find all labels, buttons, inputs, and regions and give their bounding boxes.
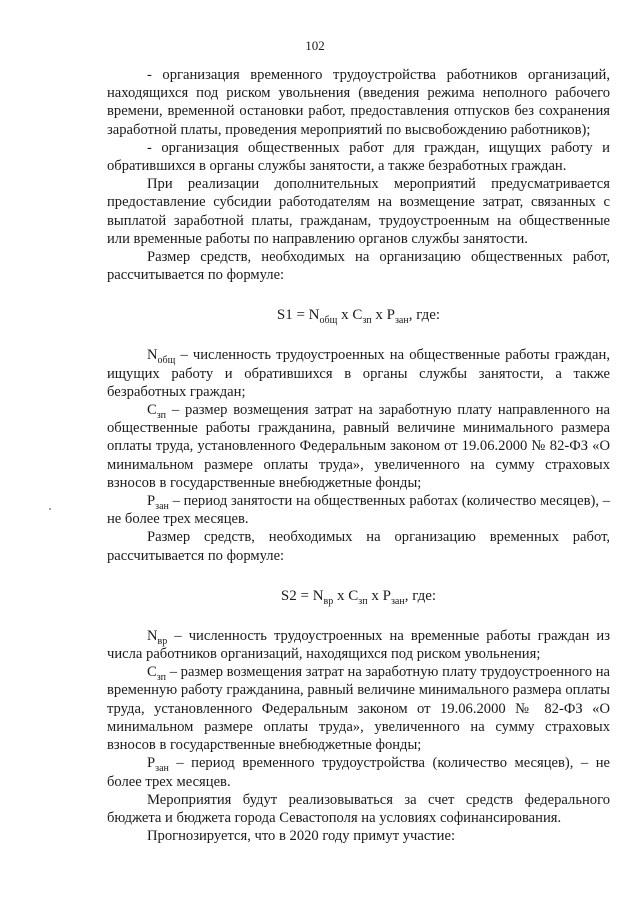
formula-s2-sub-c: зп xyxy=(358,595,368,607)
formula-s1-sub-n: общ xyxy=(319,315,338,327)
formula-s1-sub-c: зп xyxy=(362,315,372,327)
definition-n-total-sub: общ xyxy=(157,355,176,367)
definition-p-period-temporary-sub: зан xyxy=(155,763,169,775)
definition-p-period-public-sub: зан xyxy=(155,500,169,512)
definition-n-total xyxy=(107,346,610,401)
formula-s1-mid-p: x P xyxy=(371,307,395,324)
definition-p-period-public xyxy=(107,492,610,528)
definition-c-wage-public-symbol: С xyxy=(147,402,157,419)
formula-s2-lhs: S2 = N xyxy=(280,587,324,604)
formula-s1-lhs: S1 = N xyxy=(276,307,320,324)
definition-n-temporary xyxy=(107,627,610,663)
definition-c-wage-public xyxy=(107,401,610,492)
paragraph-temporary-works-formula-intro: Размер средств, необходимых на организацию временных работ, рассчитывается по формуле: xyxy=(107,529,610,564)
formula-s2 xyxy=(107,587,610,605)
page-number: 102 xyxy=(305,38,325,53)
definition-c-wage-temporary-text: – размер возмещения затрат на заработную плату трудоустроенного на временную работу гражданина, равный величине минимального размера оплаты труда, установленного Федеральным законом от 19.06.2000 № 82-ФЗ «О минимальном размере оплаты труда», увеличенного на сумму страховых взносов в государственные внебюджетные фонды; xyxy=(107,664,610,754)
formula-s2-sub-p: зан xyxy=(390,595,405,607)
paragraph-subsidies: При реализации дополнительных мероприятий предусматривается предоставление субсидии работодателям на возмещение затрат, связанных с выплатой заработной платы, гражданам, трудоустроенным на общественные или временные работы по направлению органов службы занятости. xyxy=(107,176,610,247)
paragraph-public-works-formula-intro: Размер средств, необходимых на организацию общественных работ, рассчитывается по формуле: xyxy=(107,249,610,284)
formula-s1-mid-c: x C xyxy=(337,307,363,324)
paragraph-temporary-employment: - организация временного трудоустройства работников организаций, находящихся под риском увольнения (введения режима неполного рабочего времени, временной остановки работ, предоставления отпусков без сохранения заработной платы, проведения мероприятий по высвобождению работников); xyxy=(107,67,610,138)
paragraph-forecast: Прогнозируется, что в 2020 году примут участие: xyxy=(147,828,456,845)
definition-p-period-temporary xyxy=(107,754,610,790)
definition-c-wage-temporary xyxy=(107,663,610,754)
paragraph-public-works: - организация общественных работ для граждан, ищущих работу и обратившихся в органы службы занятости, а также безработных граждан. xyxy=(107,139,610,175)
paragraph-funding: Мероприятия будут реализовываться за счет средств федерального бюджета и бюджета города Севастополя на условиях софинансирования. xyxy=(107,791,610,826)
definition-c-wage-temporary-symbol: С xyxy=(147,664,157,681)
definition-n-total-text: – численность трудоустроенных на общественные работы граждан, ищущих работу и обратившихся в органы службы занятости, а также безработных граждан; xyxy=(107,347,610,400)
definition-c-wage-public-sub: зп xyxy=(156,409,167,421)
formula-s2-mid-c: x C xyxy=(333,587,359,604)
definition-p-period-public-text: – период занятости на общественных работах (количество месяцев), – не более трех месяцев. xyxy=(107,493,610,528)
scan-speck xyxy=(49,508,51,510)
formula-s2-sub-n: вр xyxy=(323,595,334,607)
definition-c-wage-temporary-sub: зп xyxy=(156,672,167,684)
formula-s1 xyxy=(107,306,610,327)
definition-n-temporary-symbol: N xyxy=(147,627,158,644)
definition-n-temporary-text: – численность трудоустроенных на временные работы граждан из числа работников организаций, находящихся под риском увольнения; xyxy=(107,627,610,663)
definition-p-period-temporary-symbol: Р xyxy=(147,755,156,772)
document-body xyxy=(107,66,610,845)
definition-n-total-symbol: N xyxy=(147,347,158,364)
definition-p-period-public-symbol: Р xyxy=(147,493,156,510)
definition-n-temporary-sub: вр xyxy=(157,635,168,647)
definition-p-period-temporary-text: – период временного трудоустройства (количество месяцев), – не более трех месяцев. xyxy=(107,755,610,790)
definition-c-wage-public-text: – размер возмещения затрат на заработную плату направленного на общественные работы гражданина, равный величине минимального размера оплаты труда, установленного Федеральным законом от 19.06.2000 № 82-ФЗ «О минимальном размере оплаты труда», увеличенного на сумму страховых взносов в государственные внебюджетные фонды; xyxy=(107,402,610,491)
formula-s1-sub-p: зан xyxy=(394,315,409,327)
formula-s2-mid-p: x P xyxy=(367,587,391,604)
formula-s2-tail: , где: xyxy=(404,587,437,604)
formula-s1-tail: , где: xyxy=(408,307,441,324)
